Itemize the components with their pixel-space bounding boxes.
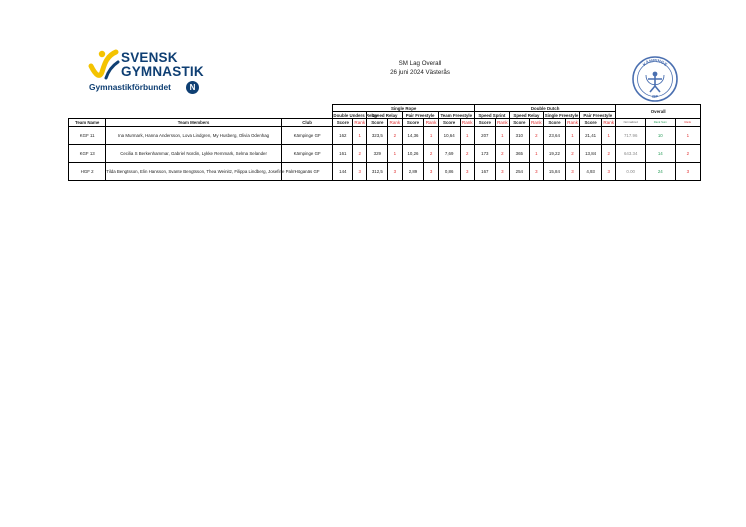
- rank-cell: 3: [353, 163, 367, 181]
- overall-rank-cell: 3: [675, 163, 700, 181]
- team-name: HGF 2: [69, 163, 106, 181]
- group-header-row: [69, 105, 701, 112]
- score-cell: 7,69: [438, 145, 460, 163]
- score-cell: 167: [474, 163, 495, 181]
- logo-line2: GYMNASTIK: [121, 64, 204, 79]
- event-dd-pair-freestyle: Pair Freestyle: [580, 112, 616, 119]
- team-name: KGF 11: [69, 127, 106, 145]
- score-cell: 144: [333, 163, 353, 181]
- col-club: Club: [281, 119, 333, 127]
- team-members: Tilda Bengtsson, Elin Hansson, Svante Bengtsson, Thea Weinitz, Filippa Lindberg, Josefine Palm: [106, 163, 282, 181]
- col-score: Score: [367, 119, 388, 127]
- score-cell: 312,5: [367, 163, 388, 181]
- rank-cell: 1: [424, 127, 438, 145]
- overall-rank-sum-cell: 10: [646, 127, 676, 145]
- event-sr-pair-freestyle: Pair Freestyle: [402, 112, 438, 119]
- score-cell: 10,64: [438, 127, 460, 145]
- document-subtitle: 26 juni 2024 Västerås: [390, 68, 450, 76]
- svensk-gymnastik-logo: [88, 48, 218, 100]
- col-overall-rank-sum: Rank Sum: [646, 119, 676, 127]
- club: Höganäs GF: [281, 163, 333, 181]
- score-cell: 162: [333, 127, 353, 145]
- score-cell: 365: [509, 145, 529, 163]
- rank-cell: 3: [602, 163, 616, 181]
- team-members: Cecilia S Berkenhammar, Gabriel Nordin, Lykke Remmark, Selma Selander: [106, 145, 282, 163]
- rank-cell: 2: [388, 127, 402, 145]
- event-sr-team-freestyle: Team Freestyle: [438, 112, 474, 119]
- group-double-dutch: Double Dutch: [474, 105, 616, 112]
- rank-cell: 1: [388, 145, 402, 163]
- rank-cell: 2: [602, 145, 616, 163]
- club: Kämpinge GF: [281, 127, 333, 145]
- col-rank: Rank: [530, 120, 542, 125]
- rank-cell: 1: [529, 145, 543, 163]
- rank-cell: 1: [460, 127, 474, 145]
- event-dd-speed-relay: Speed Relay: [509, 112, 543, 119]
- col-rank: Rank: [603, 120, 615, 125]
- table-row: [69, 127, 701, 145]
- col-score: Score: [580, 119, 602, 127]
- col-rank: Rank: [567, 120, 578, 125]
- group-overall: Overall: [616, 105, 701, 119]
- club-logo-text: KÄMPINGE: [641, 57, 669, 68]
- gymnast-figure-icon: [88, 48, 122, 82]
- col-rank: Rank: [354, 120, 366, 125]
- score-cell: 2,89: [402, 163, 424, 181]
- col-score: Score: [333, 119, 353, 127]
- score-cell: 15,84: [543, 163, 565, 181]
- rank-cell: 3: [495, 163, 509, 181]
- team-name: KGF 13: [69, 145, 106, 163]
- col-rank: Rank: [496, 120, 508, 125]
- rank-cell: 3: [460, 163, 474, 181]
- group-single-rope: Single Rope: [333, 105, 474, 112]
- rank-cell: 1: [353, 127, 367, 145]
- event-dd-speed-sprint: Speed Sprint: [474, 112, 509, 119]
- score-cell: 13,84: [580, 145, 602, 163]
- col-score: Score: [438, 119, 460, 127]
- col-team-name: Team Name: [69, 119, 106, 127]
- results-table: [68, 104, 701, 181]
- score-cell: 329: [367, 145, 388, 163]
- score-cell: 173: [474, 145, 495, 163]
- document-header: [350, 60, 490, 77]
- event-header-row: [69, 112, 701, 119]
- club-logo-initials: GF: [651, 94, 659, 99]
- overall-rank-cell: 1: [675, 127, 700, 145]
- col-overall-score: Normalized: [616, 119, 646, 127]
- rank-cell: 1: [565, 127, 579, 145]
- logo-line1: SVENSK: [121, 50, 178, 65]
- score-cell: 19,22: [543, 145, 565, 163]
- column-header-row: [69, 119, 701, 127]
- score-cell: 207: [474, 127, 495, 145]
- rank-cell: 3: [529, 163, 543, 181]
- col-rank: Rank: [425, 120, 437, 125]
- score-cell: 21,41: [580, 127, 602, 145]
- club: Kämpinge GF: [281, 145, 333, 163]
- table-row: [69, 163, 701, 181]
- rank-cell: 2: [495, 145, 509, 163]
- score-cell: 254: [509, 163, 529, 181]
- col-score: Score: [509, 119, 529, 127]
- overall-score-cell: 717.96: [616, 127, 646, 145]
- rank-cell: 2: [565, 145, 579, 163]
- event-sr-speed-relay: Speed Relay: [367, 112, 402, 119]
- rank-cell: 1: [495, 127, 509, 145]
- logo-subtitle: Gymnastikförbundet: [89, 82, 171, 92]
- kampinge-club-logo: [631, 55, 679, 103]
- score-cell: 0,86: [438, 163, 460, 181]
- team-members: Ina Murmark, Hanna Andersson, Lova Lindgren, My Husberg, Olivia Odenhag: [106, 127, 282, 145]
- col-rank: Rank: [389, 120, 401, 125]
- score-cell: 161: [333, 145, 353, 163]
- col-rank: Rank: [461, 120, 473, 125]
- rank-cell: 3: [565, 163, 579, 181]
- logo-badge: N: [186, 81, 199, 94]
- score-cell: 23,64: [543, 127, 565, 145]
- event-sr-double-unders: Double Unders Relay: [333, 112, 378, 118]
- rank-cell: 3: [424, 163, 438, 181]
- overall-score-cell: 643.34: [616, 145, 646, 163]
- score-cell: 323,5: [367, 127, 388, 145]
- col-score: Score: [474, 119, 495, 127]
- rank-cell: 3: [388, 163, 402, 181]
- rank-cell: 1: [602, 127, 616, 145]
- score-cell: 10,26: [402, 145, 424, 163]
- overall-score-cell: 0.00: [616, 163, 646, 181]
- rank-cell: 2: [353, 145, 367, 163]
- rank-cell: 2: [460, 145, 474, 163]
- document-title: SM Lag Overall: [398, 60, 442, 67]
- table-row: [69, 145, 701, 163]
- score-cell: 310: [509, 127, 529, 145]
- overall-rank-sum-cell: 14: [646, 145, 676, 163]
- overall-rank-cell: 2: [675, 145, 700, 163]
- col-score: Score: [543, 119, 565, 127]
- score-cell: 14,36: [402, 127, 424, 145]
- col-overall-rank: Rank: [675, 119, 700, 127]
- overall-rank-sum-cell: 24: [646, 163, 676, 181]
- rank-cell: 2: [424, 145, 438, 163]
- score-cell: 4,93: [580, 163, 602, 181]
- col-team-members: Team Members: [106, 119, 282, 127]
- col-score: Score: [402, 119, 424, 127]
- event-dd-single-freestyle: Single Freestyle: [544, 112, 579, 118]
- rank-cell: 2: [529, 127, 543, 145]
